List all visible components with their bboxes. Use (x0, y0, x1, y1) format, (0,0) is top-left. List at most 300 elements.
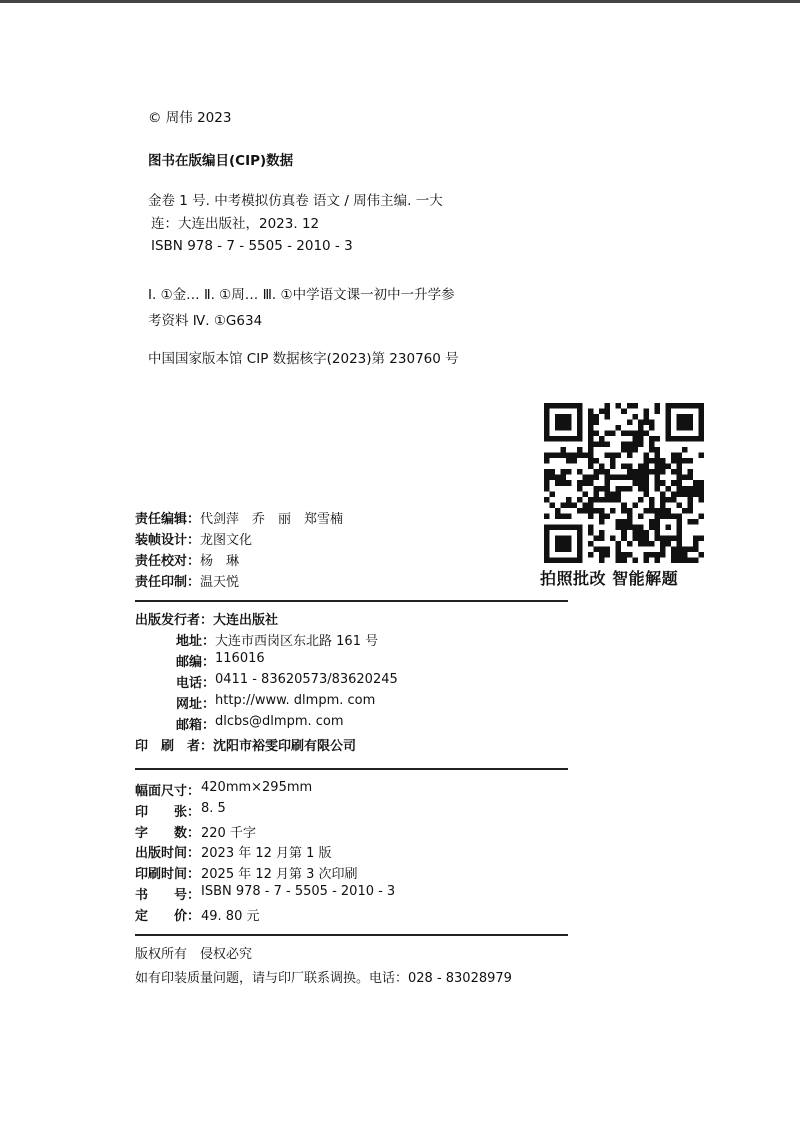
qr-module (621, 519, 627, 525)
qr-module (660, 546, 666, 552)
qr-module (605, 431, 611, 437)
qr-module (654, 453, 660, 459)
qr-code-icon (544, 403, 704, 563)
qr-module (649, 447, 655, 453)
qr-module (671, 497, 677, 503)
qr-module (572, 557, 578, 563)
qr-module (599, 464, 605, 470)
qr-module (682, 414, 688, 420)
rights-reserved: 版权所有 侵权必究 (135, 947, 253, 962)
qr-module (665, 409, 671, 415)
qr-module (610, 431, 616, 437)
qr-module (555, 480, 561, 486)
qr-module (676, 458, 682, 464)
qr-module (550, 436, 556, 442)
staff-value: 代剑萍 乔 丽 郑雪楠 (200, 512, 344, 527)
qr-module (577, 508, 583, 514)
qr-module (605, 475, 611, 481)
qr-module (605, 453, 611, 459)
qr-module (687, 458, 693, 464)
qr-module (561, 453, 567, 459)
qr-module (671, 453, 677, 459)
qr-module (643, 420, 649, 426)
qr-module (676, 541, 682, 547)
qr-module (632, 557, 638, 563)
qr-module (632, 414, 638, 420)
qr-module (676, 469, 682, 475)
qr-module (665, 420, 671, 426)
qr-module (561, 414, 567, 420)
spec-row: 印刷时间： 2025 年 12 月第 3 次印刷 (135, 867, 358, 883)
qr-module (638, 530, 644, 536)
qr-module (550, 524, 556, 530)
qr-module (605, 409, 611, 415)
qr-module (621, 464, 627, 470)
qr-module (676, 552, 682, 558)
qr-module (643, 508, 649, 514)
qr-module (632, 475, 638, 481)
qr-module (577, 469, 583, 475)
qr-module (654, 436, 660, 442)
qr-module (616, 546, 622, 552)
qr-module (632, 436, 638, 442)
qr-module (698, 409, 704, 415)
qr-module (671, 546, 677, 552)
qr-module (682, 458, 688, 464)
qr-module (594, 491, 600, 497)
qr-module (654, 403, 660, 409)
qr-module (594, 458, 600, 464)
qr-module (682, 425, 688, 431)
qr-module (649, 552, 655, 558)
qr-module (577, 546, 583, 552)
qr-module (693, 436, 699, 442)
qr-module (616, 524, 622, 530)
qr-module (594, 486, 600, 492)
qr-module (544, 546, 550, 552)
qr-module (588, 552, 594, 558)
qr-module (654, 464, 660, 470)
qr-module (605, 491, 611, 497)
qr-module (638, 486, 644, 492)
qr-module (577, 530, 583, 536)
qr-module (566, 535, 572, 541)
qr-module (654, 486, 660, 492)
qr-module (544, 436, 550, 442)
qr-module (687, 414, 693, 420)
qr-module (577, 535, 583, 541)
qr-module (588, 480, 594, 486)
cip-verification: 中国国家版本馆 CIP 数据核字(2023)第 230760 号 (148, 351, 459, 367)
qr-module (577, 497, 583, 503)
spec-row: 幅面尺寸： 420mm×295mm (135, 780, 313, 799)
qr-module (616, 425, 622, 431)
qr-module (649, 458, 655, 464)
qr-module (698, 425, 704, 431)
qr-module (621, 557, 627, 563)
qr-module (566, 513, 572, 519)
qr-module (610, 475, 616, 481)
qr-module (649, 436, 655, 442)
top-border (0, 0, 800, 3)
qr-module (605, 403, 611, 409)
qr-module (610, 458, 616, 464)
qr-module (566, 436, 572, 442)
qr-module (687, 425, 693, 431)
qr-module (698, 491, 704, 497)
cip-line: 金卷 1 号. 中考模拟仿真卷 语文 / 周伟主编. 一大 (148, 193, 443, 209)
qr-module (544, 497, 550, 503)
qr-module (566, 458, 572, 464)
qr-module (588, 420, 594, 426)
qr-module (561, 524, 567, 530)
qr-module (632, 447, 638, 453)
qr-module (693, 480, 699, 486)
qr-module (605, 513, 611, 519)
publisher-name: 大连出版社 (213, 613, 279, 628)
qr-module (660, 458, 666, 464)
qr-module (665, 436, 671, 442)
qr-module (627, 469, 633, 475)
qr-module (660, 469, 666, 475)
qr-module (588, 475, 594, 481)
qr-module (676, 530, 682, 536)
qr-module (660, 513, 666, 519)
qr-module (616, 403, 622, 409)
cip-line: 连：大连出版社，2023. 12 (151, 215, 320, 232)
qr-module (616, 557, 622, 563)
qr-module (588, 414, 594, 420)
qr-module (544, 414, 550, 420)
qr-module (682, 508, 688, 514)
qr-module (627, 447, 633, 453)
qr-module (693, 491, 699, 497)
qr-module (671, 557, 677, 563)
copyright-line: © 周伟 2023 (148, 110, 232, 126)
qr-module (671, 469, 677, 475)
qr-module (687, 469, 693, 475)
staff-value: 龙图文化 (200, 533, 253, 548)
qr-module (599, 535, 605, 541)
cip-record (148, 190, 443, 258)
qr-module (555, 475, 561, 481)
qr-module (632, 442, 638, 448)
phone-row: 电话： 0411 - 83620573/83620245 (176, 672, 398, 691)
qr-module (654, 524, 660, 530)
qr-module (698, 436, 704, 442)
qr-module (621, 524, 627, 530)
classification-line: 考资料 Ⅳ. ①G634 (148, 313, 263, 329)
qr-module (654, 552, 660, 558)
qr-module (665, 508, 671, 514)
qr-module (698, 497, 704, 503)
qr-module (588, 436, 594, 442)
qr-module (605, 469, 611, 475)
qr-module (654, 535, 660, 541)
divider (135, 934, 568, 936)
qr-module (577, 420, 583, 426)
qr-module (676, 519, 682, 525)
qr-module (627, 453, 633, 459)
qr-module (660, 480, 666, 486)
qr-module (555, 425, 561, 431)
qr-module (671, 491, 677, 497)
qr-module (599, 557, 605, 563)
divider (135, 768, 568, 770)
qr-module (693, 519, 699, 525)
qr-module (676, 546, 682, 552)
qr-module (643, 530, 649, 536)
qr-module (561, 546, 567, 552)
spec-row: 印 张： 8. 5 (135, 800, 226, 820)
qr-module (676, 491, 682, 497)
qr-module (544, 420, 550, 426)
qr-module (577, 414, 583, 420)
qr-module (599, 552, 605, 558)
qr-module (594, 431, 600, 437)
qr-module (555, 420, 561, 426)
qr-module (561, 469, 567, 475)
qr-module (588, 508, 594, 514)
qr-module (583, 480, 589, 486)
qr-module (638, 524, 644, 530)
qr-module (698, 420, 704, 426)
qr-module (676, 513, 682, 519)
qr-module (583, 475, 589, 481)
qr-module (671, 535, 677, 541)
qr-module (621, 530, 627, 536)
qr-module (616, 491, 622, 497)
staff-value: 杨 琳 (200, 554, 240, 569)
qr-module (561, 425, 567, 431)
qr-module (627, 552, 633, 558)
qr-module (555, 513, 561, 519)
qr-module (616, 541, 622, 547)
qr-caption: 拍照批改 智能解题 (540, 569, 679, 588)
book-specs (135, 780, 395, 926)
staff-row (135, 573, 343, 594)
qr-module (566, 557, 572, 563)
qr-module (599, 508, 605, 514)
qr-module (654, 475, 660, 481)
qr-module (544, 425, 550, 431)
qr-module (621, 447, 627, 453)
qr-module (577, 480, 583, 486)
qr-module (621, 502, 627, 508)
qr-module (654, 409, 660, 415)
address-row: 地址： 大连市西岗区东北路 161 号 (176, 634, 379, 649)
qr-module (676, 480, 682, 486)
qr-module (610, 491, 616, 497)
qr-module (676, 403, 682, 409)
qr-module (693, 546, 699, 552)
qr-module (660, 552, 666, 558)
qr-module (643, 552, 649, 558)
qr-module (561, 541, 567, 547)
qr-module (649, 442, 655, 448)
qr-module (594, 508, 600, 514)
qr-module (594, 475, 600, 481)
qr-module (643, 486, 649, 492)
qr-module (621, 431, 627, 437)
classification-line: Ⅰ. ①金… Ⅱ. ①周… Ⅲ. ①中学语文课一初中一升学参 (148, 287, 455, 303)
qr-module (577, 557, 583, 563)
qr-module (687, 557, 693, 563)
qr-module (621, 486, 627, 492)
qr-module (676, 414, 682, 420)
qr-module (627, 541, 633, 547)
qr-module (665, 524, 671, 530)
qr-module (610, 453, 616, 459)
qr-module (572, 524, 578, 530)
qr-module (583, 453, 589, 459)
qr-module (616, 475, 622, 481)
qr-module (665, 464, 671, 470)
qr-module (687, 491, 693, 497)
qr-module (577, 486, 583, 492)
qr-module (687, 519, 693, 525)
qr-module (638, 541, 644, 547)
qr-module (610, 508, 616, 514)
qr-module (555, 524, 561, 530)
qr-module (555, 436, 561, 442)
staff-label: 责任印制： (135, 575, 201, 590)
qr-module (649, 469, 655, 475)
qr-module (643, 480, 649, 486)
qr-module (682, 491, 688, 497)
qr-module (676, 535, 682, 541)
qr-module (599, 546, 605, 552)
qr-module (687, 508, 693, 514)
qr-module (654, 519, 660, 525)
qr-module (621, 409, 627, 415)
qr-module (687, 436, 693, 442)
printer-name: 沈阳市裕雯印刷有限公司 (213, 739, 357, 754)
qr-module (638, 442, 644, 448)
qr-module (654, 513, 660, 519)
cip-line: ISBN 978 - 7 - 5505 - 2010 - 3 (151, 238, 353, 254)
qr-module (627, 442, 633, 448)
qr-module (665, 497, 671, 503)
qr-module (616, 497, 622, 503)
qr-module (643, 431, 649, 437)
qr-module (676, 475, 682, 481)
qr-module (572, 502, 578, 508)
qr-module (555, 535, 561, 541)
qr-module (649, 519, 655, 525)
qr-module (632, 431, 638, 437)
qr-module (698, 552, 704, 558)
qr-module (577, 403, 583, 409)
qr-module (599, 513, 605, 519)
qr-module (572, 453, 578, 459)
qr-module (643, 557, 649, 563)
qr-module (544, 431, 550, 437)
qr-module (544, 535, 550, 541)
qr-module (649, 502, 655, 508)
qr-module (583, 491, 589, 497)
qr-module (621, 475, 627, 481)
qr-module (632, 535, 638, 541)
qr-module (605, 486, 611, 492)
staff-credits (135, 510, 343, 594)
qr-module (638, 431, 644, 437)
qr-module (627, 403, 633, 409)
qr-module (566, 425, 572, 431)
qr-module (621, 442, 627, 448)
qr-module (682, 552, 688, 558)
qr-module (544, 524, 550, 530)
qr-module (698, 403, 704, 409)
qr-module (671, 513, 677, 519)
qr-module (643, 475, 649, 481)
qr-module (687, 502, 693, 508)
qr-module (605, 497, 611, 503)
postcode-row: 邮编： 116016 (176, 651, 265, 670)
qr-module (660, 464, 666, 470)
qr-module (638, 420, 644, 426)
qr-module (676, 502, 682, 508)
qr-module (643, 409, 649, 415)
rights-notice (135, 943, 512, 991)
qr-module (566, 414, 572, 420)
qr-module (654, 530, 660, 536)
qr-module (660, 491, 666, 497)
qr-module (544, 409, 550, 415)
qr-module (594, 546, 600, 552)
qr-module (660, 535, 666, 541)
qr-module (594, 420, 600, 426)
qr-module (627, 519, 633, 525)
qr-module (638, 513, 644, 519)
qr-module (588, 524, 594, 530)
qr-module (665, 431, 671, 437)
qr-module (676, 524, 682, 530)
qr-module (632, 524, 638, 530)
qr-module (555, 557, 561, 563)
qr-module (638, 535, 644, 541)
qr-module (660, 502, 666, 508)
qr-module (698, 480, 704, 486)
spec-row: 出版时间： 2023 年 12 月第 1 版 (135, 846, 332, 862)
qr-module (561, 502, 567, 508)
qr-module (610, 535, 616, 541)
qr-module (627, 431, 633, 437)
qr-module (544, 469, 550, 475)
qr-module (599, 409, 605, 415)
qr-module (555, 403, 561, 409)
qr-module (693, 486, 699, 492)
qr-module (676, 436, 682, 442)
qr-module (638, 469, 644, 475)
qr-module (660, 541, 666, 547)
qr-module (566, 403, 572, 409)
qr-module (599, 469, 605, 475)
qr-module (588, 425, 594, 431)
qr-module (660, 497, 666, 503)
qr-module (687, 403, 693, 409)
qr-module (599, 530, 605, 536)
qr-module (544, 486, 550, 492)
staff-label: 装帧设计： (135, 533, 201, 548)
qr-module (649, 508, 655, 514)
qr-module (577, 552, 583, 558)
qr-module (616, 519, 622, 525)
qr-module (572, 436, 578, 442)
qr-module (588, 442, 594, 448)
qr-module (599, 519, 605, 525)
qr-module (698, 453, 704, 459)
